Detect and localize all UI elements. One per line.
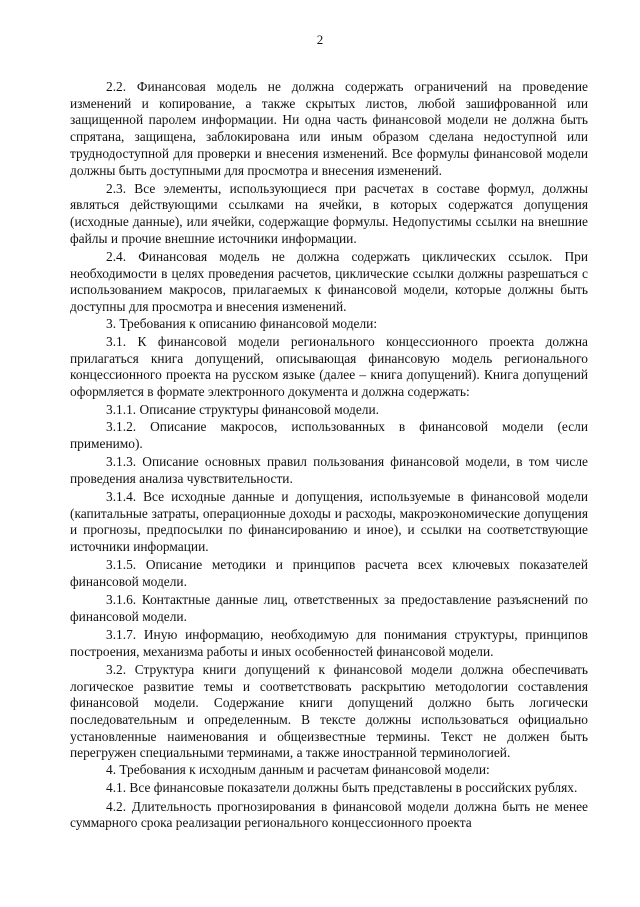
paragraph-2-4: 2.4. Финансовая модель не должна содержать циклических ссылок. При необходимости в целях проведения расчетов, циклические ссылки должны разрешаться с использованием макросов, прилагаемых к финансовой модели, которые должны быть доступны для просмотра и внесения изменений.	[70, 249, 588, 315]
paragraph-3-1: 3.1. К финансовой модели регионального концессионного проекта должна прилагаться книга допущений, описывающая финансовую модель регионального концессионного проекта на русском языке (далее – книга допущений). Книга допущений оформляется в формате электронного документа и должна содержать:	[70, 334, 588, 400]
paragraph-4-2: 4.2. Длительность прогнозирования в финансовой модели должна быть не менее суммарного срока реализации регионального концессионного проекта	[70, 798, 588, 831]
paragraph-3-1-1: 3.1.1. Описание структуры финансовой модели.	[106, 402, 379, 418]
paragraph-4-1: 4.1. Все финансовые показатели должны быть представлены в российских рублях.	[106, 780, 578, 796]
paragraph-3-1-7: 3.1.7. Иную информацию, необходимую для понимания структуры, принципов построения, механизма работы и иных особенностей финансовой модели.	[70, 627, 588, 659]
paragraph-3-1-3: 3.1.3. Описание основных правил пользования финансовой модели, в том числе проведения анализа чувствительности.	[70, 453, 588, 486]
paragraph-3-1-5: 3.1.5. Описание методики и принципов расчета всех ключевых показателей финансовой модели.	[70, 557, 588, 589]
paragraph-3-1-2: 3.1.2. Описание макросов, использованных в финансовой модели (если применимо).	[70, 419, 588, 451]
page-number: 2	[316, 32, 324, 47]
section-heading-4: 4. Требования к исходным данным и расчетам финансовой модели:	[106, 762, 490, 778]
paragraph-2-2: 2.2. Финансовая модель не должна содержать ограничений на проведение изменений и копирование, а также скрытых листов, любой зашифрованной или защищенной паролем информации. Ни одна часть финансовой модели не должна быть спрятана, защищена, заблокирована или иным образом сделана недоступной или труднодоступной для проверки и внесения изменений. Все формулы финансовой модели должны быть доступными для просмотра и внесения изменений.	[70, 79, 588, 178]
paragraph-3-1-4: 3.1.4. Все исходные данные и допущения, используемые в финансовой модели (капитальные затраты, операционные доходы и расходы, макроэкономические допущения и прогнозы, предпосылки по финансированию и иное), и ссылки на соответствующие источники информации.	[70, 488, 588, 554]
paragraph-3-1-6: 3.1.6. Контактные данные лиц, ответственных за предоставление разъяснений по финансовой модели.	[70, 592, 588, 624]
paragraph-2-3: 2.3. Все элементы, использующиеся при расчетах в составе формул, должны являться действующими ссылками на ячейки, в которых содержатся допущения (исходные данные), или ячейки, содержащие формулы. Недопустимы ссылки на внешние файлы и прочие внешние источники информации.	[70, 180, 588, 246]
document-body	[70, 79, 588, 832]
paragraph-3-2: 3.2. Структура книги допущений к финансовой модели должна обеспечивать логическое развитие темы и соответствовать раскрытию методологии составления финансовой модели. Содержание книги допущений должно быть логически последовательным и определенным. В тексте должны использоваться официально установленные наименования и общеизвестные термины. Текст не должен быть перегружен специальными терминами, а также иностранной терминологией.	[70, 661, 588, 761]
section-heading-3: 3. Требования к описанию финансовой модели:	[106, 315, 378, 331]
